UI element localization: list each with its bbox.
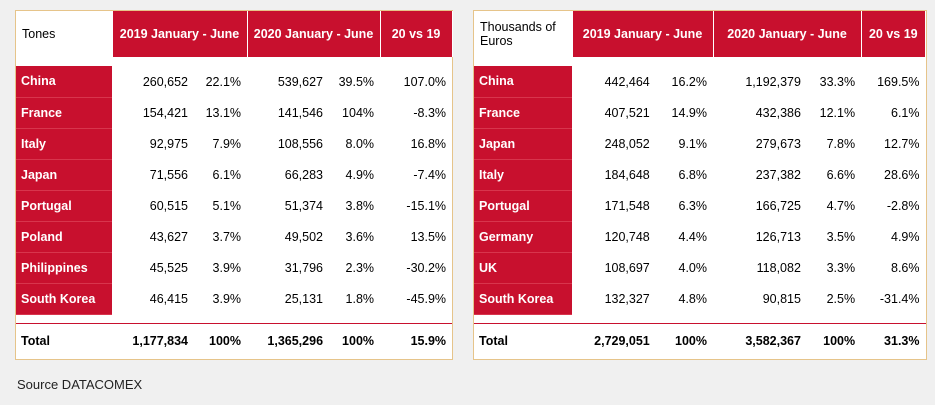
table-row — [16, 128, 452, 159]
value-2019-cell: 184,648 — [604, 167, 650, 182]
value-2020-cell: 66,283 — [284, 167, 324, 182]
country-cell: Portugal — [474, 190, 572, 221]
table-row — [474, 159, 926, 190]
change-cell: -45.9% — [406, 291, 447, 306]
share-2020-cell: 7.8% — [826, 136, 856, 151]
change-cell: 13.5% — [410, 229, 447, 244]
header-2020: 2020 January - June — [247, 11, 380, 57]
header-gap — [16, 57, 452, 66]
value-2019-cell: 46,415 — [149, 291, 188, 306]
country-cell: Japan — [16, 159, 112, 190]
change-cell: -8.3% — [413, 105, 447, 120]
country-cell: Italy — [16, 128, 112, 159]
country-cell: China — [16, 66, 112, 97]
share-2019-cell: 13.1% — [205, 105, 242, 120]
total-row — [474, 323, 926, 359]
share-2020-cell: 3.6% — [345, 229, 375, 244]
share-2019-cell: 14.9% — [671, 105, 707, 120]
value-2019-cell: 60,515 — [149, 198, 188, 213]
euros-table-body — [474, 66, 926, 314]
tonnes-table — [16, 11, 453, 359]
value-2020-cell: 31,796 — [284, 260, 324, 275]
table-row — [474, 283, 926, 314]
total-2020-share: 100% — [327, 323, 380, 359]
share-2019-cell: 3.7% — [212, 229, 242, 244]
table-row — [474, 252, 926, 283]
share-2020-cell: 12.1% — [819, 105, 856, 120]
total-2019-share: 100% — [654, 323, 713, 359]
share-2019-cell: 6.3% — [678, 198, 707, 213]
source-note: Source DATACOMEX — [17, 377, 143, 392]
table-row — [16, 159, 452, 190]
total-2019-value: 2,729,051 — [572, 323, 654, 359]
total-2020-share: 100% — [805, 323, 861, 359]
share-2019-cell: 7.9% — [212, 136, 242, 151]
share-2020-cell: 4.9% — [345, 167, 375, 182]
change-cell: -30.2% — [406, 260, 447, 275]
value-2019-cell: 45,525 — [149, 260, 188, 275]
change-cell: -31.4% — [879, 291, 920, 306]
value-2019-cell: 108,697 — [604, 260, 650, 275]
share-2019-cell: 9.1% — [678, 136, 707, 151]
value-2019-cell: 71,556 — [149, 167, 188, 182]
value-2020-cell: 49,502 — [284, 229, 324, 244]
country-cell: South Korea — [16, 283, 112, 314]
euros-table-panel — [473, 10, 927, 360]
total-change: 31.3% — [861, 323, 925, 359]
value-2019-cell: 248,052 — [604, 136, 650, 151]
change-cell: 169.5% — [877, 74, 920, 89]
table-row — [474, 97, 926, 128]
share-2020-cell: 2.3% — [345, 260, 375, 275]
value-2019-cell: 132,327 — [604, 291, 650, 306]
total-2020-value: 3,582,367 — [713, 323, 805, 359]
total-gap — [16, 314, 452, 323]
total-change: 15.9% — [380, 323, 452, 359]
header-change: 20 vs 19 — [861, 11, 925, 57]
table-header-row — [16, 11, 452, 57]
value-2019-cell: 407,521 — [604, 105, 650, 120]
total-gap — [474, 314, 926, 323]
euros-table — [474, 11, 926, 359]
total-label: Total — [474, 323, 572, 359]
table-row — [16, 221, 452, 252]
change-cell: 8.6% — [891, 260, 920, 275]
change-cell: 28.6% — [884, 167, 920, 182]
value-2020-cell: 141,546 — [277, 105, 324, 120]
country-cell: Poland — [16, 221, 112, 252]
table-row — [16, 97, 452, 128]
value-2019-cell: 171,548 — [604, 198, 650, 213]
share-2020-cell: 104% — [342, 105, 375, 120]
country-cell: UK — [474, 252, 572, 283]
value-2020-cell: 51,374 — [284, 198, 324, 213]
value-2019-cell: 260,652 — [142, 74, 188, 89]
value-2019-cell: 92,975 — [149, 136, 188, 151]
share-2019-cell: 4.0% — [678, 260, 707, 275]
country-cell: Portugal — [16, 190, 112, 221]
share-2020-cell: 1.8% — [345, 291, 375, 306]
country-cell: China — [474, 66, 572, 97]
share-2019-cell: 22.1% — [205, 74, 242, 89]
share-2019-cell: 3.9% — [212, 260, 242, 275]
header-change: 20 vs 19 — [380, 11, 452, 57]
share-2019-cell: 5.1% — [212, 198, 242, 213]
country-cell: France — [474, 97, 572, 128]
tonnes-table-panel — [15, 10, 453, 360]
table-row — [16, 283, 452, 314]
tonnes-table-body — [16, 66, 452, 314]
value-2020-cell: 237,382 — [755, 167, 801, 182]
value-2019-cell: 442,464 — [604, 74, 650, 89]
total-row — [16, 323, 452, 359]
change-cell: 16.8% — [410, 136, 447, 151]
table-row — [16, 190, 452, 221]
value-2020-cell: 1,192,379 — [745, 74, 801, 89]
change-cell: 4.9% — [891, 229, 920, 244]
value-2020-cell: 539,627 — [277, 74, 324, 89]
total-2019-value: 1,177,834 — [112, 323, 192, 359]
value-2020-cell: 166,725 — [755, 198, 801, 213]
value-2020-cell: 432,386 — [755, 105, 801, 120]
value-2019-cell: 120,748 — [604, 229, 650, 244]
country-cell: South Korea — [474, 283, 572, 314]
total-label: Total — [16, 323, 112, 359]
share-2019-cell: 3.9% — [212, 291, 242, 306]
table-row — [474, 190, 926, 221]
share-2019-cell: 6.8% — [678, 167, 707, 182]
share-2020-cell: 2.5% — [826, 291, 856, 306]
value-2020-cell: 108,556 — [277, 136, 324, 151]
change-cell: -7.4% — [413, 167, 447, 182]
change-cell: -2.8% — [886, 198, 920, 213]
country-cell: Germany — [474, 221, 572, 252]
share-2020-cell: 3.5% — [826, 229, 856, 244]
total-2019-share: 100% — [192, 323, 247, 359]
country-cell: Philippines — [16, 252, 112, 283]
unit-label: Tones — [16, 11, 112, 57]
value-2020-cell: 279,673 — [755, 136, 801, 151]
table-row — [474, 128, 926, 159]
share-2020-cell: 39.5% — [338, 74, 375, 89]
change-cell: 6.1% — [891, 105, 920, 120]
total-2020-value: 1,365,296 — [247, 323, 327, 359]
change-cell: 107.0% — [403, 74, 447, 89]
share-2020-cell: 3.3% — [826, 260, 856, 275]
value-2020-cell: 25,131 — [284, 291, 324, 306]
table-row — [474, 221, 926, 252]
value-2020-cell: 126,713 — [755, 229, 801, 244]
header-2019: 2019 January - June — [572, 11, 713, 57]
share-2019-cell: 16.2% — [671, 74, 707, 89]
share-2019-cell: 4.4% — [678, 229, 707, 244]
country-cell: France — [16, 97, 112, 128]
share-2020-cell: 6.6% — [826, 167, 856, 182]
header-2020: 2020 January - June — [713, 11, 861, 57]
table-row — [16, 66, 452, 97]
header-2019: 2019 January - June — [112, 11, 247, 57]
value-2020-cell: 118,082 — [756, 260, 801, 275]
table-header-row — [474, 11, 926, 57]
share-2019-cell: 6.1% — [212, 167, 242, 182]
value-2019-cell: 154,421 — [142, 105, 188, 120]
share-2020-cell: 8.0% — [345, 136, 375, 151]
header-gap — [474, 57, 926, 66]
country-cell: Italy — [474, 159, 572, 190]
table-row — [16, 252, 452, 283]
change-cell: -15.1% — [406, 198, 447, 213]
value-2019-cell: 43,627 — [149, 229, 188, 244]
share-2020-cell: 4.7% — [826, 198, 856, 213]
share-2020-cell: 3.8% — [345, 198, 375, 213]
country-cell: Japan — [474, 128, 572, 159]
share-2020-cell: 33.3% — [819, 74, 856, 89]
share-2019-cell: 4.8% — [678, 291, 707, 306]
change-cell: 12.7% — [884, 136, 920, 151]
value-2020-cell: 90,815 — [762, 291, 801, 306]
table-row — [474, 66, 926, 97]
unit-label: Thousands of Euros — [474, 11, 572, 57]
